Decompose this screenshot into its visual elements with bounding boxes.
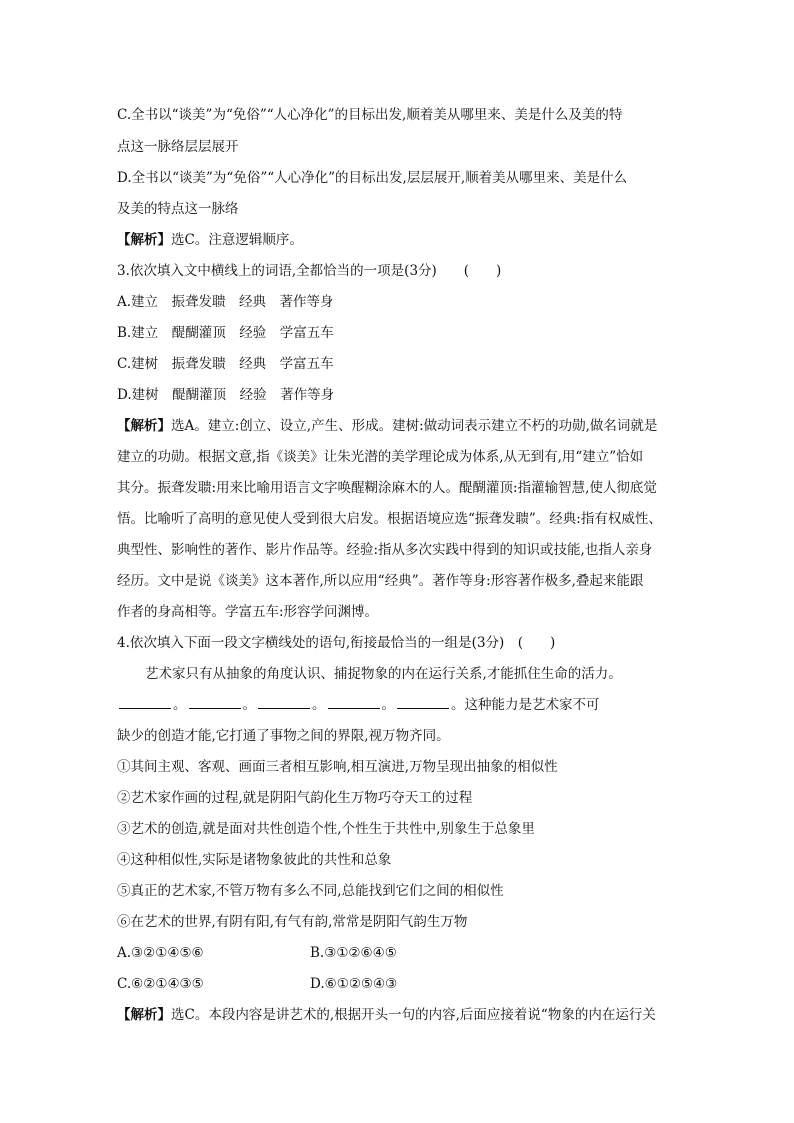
explanation-tag: 【解析】 (117, 418, 171, 434)
explanation-text: 选A。建立:创立、设立,产生、形成。建树:做动词表示建立不朽的功勋,做名词就是 (171, 418, 658, 434)
q4-sentence-5: ⑤真正的艺术家,不管万物有多么不同,总能找到它们之间的相似性 (117, 883, 504, 899)
q3-explanation-line-6: 经历。文中是说《谈美》这本著作,所以应用“经典”。著作等身:形容著作极多,叠起来能跟 (117, 573, 644, 589)
explanation-tag: 【解析】 (117, 1007, 171, 1023)
fill-blank (328, 696, 380, 709)
option-d-line-1: D.全书以“谈美”为“免俗”“人心净化”的目标出发,层层展开,顺着美从哪里来、美是什么 (117, 170, 628, 186)
fill-blank (258, 696, 310, 709)
fill-blank (397, 696, 449, 709)
paragraph-tail: 。这种能力是艺术家不可 (451, 697, 600, 713)
fill-blank (119, 696, 171, 709)
q4-paragraph-line-2 (117, 696, 600, 714)
q4-sentence-3: ③艺术的创造,就是面对共性创造个性,个性生于共性中,别象生于总象里 (117, 821, 535, 837)
blank-separator: 。 (173, 697, 187, 713)
blank-separator: 。 (381, 697, 395, 713)
q4-option-b: B.③①②⑥④⑤ (310, 945, 397, 961)
q2-explanation (117, 231, 303, 249)
q4-sentence-2: ②艺术家作画的过程,就是阴阳气韵化生万物巧夺天工的过程 (117, 790, 473, 806)
q4-option-d: D.⑥①②⑤④③ (310, 976, 398, 992)
q3-option-a: A.建立 振聋发聩 经典 著作等身 (117, 294, 334, 310)
q3-explanation-line-7: 作者的身高相等。学富五车:形容学问渊博。 (117, 604, 379, 620)
q3-option-b: B.建立 醍醐灌顶 经验 学富五车 (117, 325, 334, 341)
fill-blank (189, 696, 241, 709)
q3-explanation-line-2: 建立的功勋。根据文意,指《谈美》让朱光潜的美学理论成为体系,从无到有,用“建立”恰如 (117, 449, 644, 465)
q3-stem: 3.依次填入文中横线上的词语,全都恰当的一项是(3分) ( ) (117, 263, 502, 279)
blank-separator: 。 (312, 697, 326, 713)
q4-sentence-6: ⑥在艺术的世界,有阴有阳,有气有韵,常常是阴阳气韵生万物 (117, 914, 468, 930)
q4-sentence-1: ①其间主观、客观、画面三者相互影响,相互演进,万物呈现出抽象的相似性 (117, 759, 558, 775)
explanation-tag: 【解析】 (117, 232, 171, 248)
blank-separator: 。 (242, 697, 256, 713)
explanation-text: 选C。注意逻辑顺序。 (171, 232, 303, 248)
q3-option-c: C.建树 振聋发聩 经典 学富五车 (117, 356, 334, 372)
option-c-line-1: C.全书以“谈美”为“免俗”“人心净化”的目标出发,顺着美从哪里来、美是什么及美的特 (117, 107, 623, 123)
explanation-text: 选C。本段内容是讲艺术的,根据开头一句的内容,后面应接着说“物象的内在运行关 (171, 1007, 656, 1023)
q3-option-d: D.建树 醍醐灌顶 经验 著作等身 (117, 387, 335, 403)
q3-explanation-line-4: 悟。比喻听了高明的意见使人受到很大启发。根据语境应选“振聋发聩”。经典:指有权威性、 (117, 511, 662, 527)
q4-option-c: C.⑥②①④③⑤ (117, 976, 204, 992)
q4-paragraph-line-3: 缺少的创造才能,它打通了事物之间的界限,视万物齐同。 (117, 728, 450, 744)
q4-paragraph-line-1: 艺术家只有从抽象的角度认识、捕捉物象的内在运行关系,才能抓住生命的活力。 (145, 666, 622, 682)
q4-option-a: A.③②①④⑤⑥ (117, 945, 204, 961)
option-c-line-2: 点这一脉络层层展开 (117, 139, 239, 155)
q4-explanation (117, 1006, 656, 1024)
option-d-line-2: 及美的特点这一脉络 (117, 201, 239, 217)
q3-explanation-line-1 (117, 417, 657, 435)
q4-stem: 4.依次填入下面一段文字横线处的语句,衔接最恰当的一组是(3分) ( ) (117, 635, 556, 651)
q4-sentence-4: ④这种相似性,实际是诸物象彼此的共性和总象 (117, 852, 392, 868)
q3-explanation-line-3: 其分。振聋发聩:用来比喻用语言文字唤醒糊涂麻木的人。醍醐灌顶:指灌输智慧,使人彻底觉 (117, 480, 657, 496)
q3-explanation-line-5: 典型性、影响性的著作、影片作品等。经验:指从多次实践中得到的知识或技能,也指人亲身 (117, 542, 653, 558)
